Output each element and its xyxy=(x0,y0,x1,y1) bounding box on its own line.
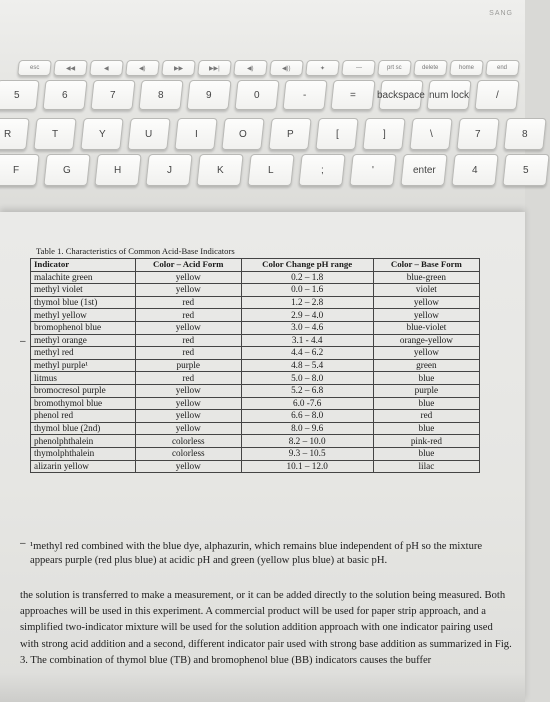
key-label: / xyxy=(495,89,499,101)
key-label: = xyxy=(350,89,356,101)
key-label: ' xyxy=(372,164,374,176)
table-row xyxy=(31,347,480,360)
cell-base: blue xyxy=(373,447,479,460)
table-row xyxy=(31,410,480,423)
key-label: enter xyxy=(412,164,436,176)
header-indicator: Indicator xyxy=(31,259,136,272)
table-row xyxy=(31,435,480,448)
cell-base: yellow xyxy=(373,296,479,309)
table-row xyxy=(31,321,480,334)
cell-range: 3.1 - 4.4 xyxy=(241,334,373,347)
cell-range: 4.4 – 6.2 xyxy=(241,347,373,360)
table-row xyxy=(31,384,480,397)
cell-base: violet xyxy=(373,284,479,297)
key-label: F xyxy=(12,164,20,176)
keyboard-key[interactable] xyxy=(315,118,358,150)
key-label: [ xyxy=(335,128,339,140)
key-label: ] xyxy=(382,128,386,140)
cell-range: 9.3 – 10.5 xyxy=(241,447,373,460)
key-label: delete xyxy=(422,65,439,71)
key-label: ▶▶ xyxy=(173,65,184,72)
key-label: ◀ xyxy=(104,65,109,72)
table-row xyxy=(31,334,480,347)
keyboard-brand: SANG xyxy=(489,10,513,17)
key-label: ◀) xyxy=(139,65,146,72)
cell-base: pink-red xyxy=(373,435,479,448)
keyboard-key[interactable] xyxy=(413,60,448,76)
cell-range: 2.9 – 4.0 xyxy=(241,309,373,322)
cell-indicator: bromophenol blue xyxy=(31,321,136,334)
cell-indicator: thymol blue (1st) xyxy=(31,296,136,309)
cell-range: 6.6 – 8.0 xyxy=(241,410,373,423)
table-row xyxy=(31,309,480,322)
cell-acid: yellow xyxy=(136,410,242,423)
keyboard-key[interactable] xyxy=(269,60,304,76)
keyboard-key[interactable] xyxy=(90,80,135,110)
keyboard-key[interactable] xyxy=(502,154,549,186)
key-label: — xyxy=(355,65,362,71)
keyboard-key[interactable] xyxy=(282,80,327,110)
table-header-row xyxy=(31,259,480,272)
keyboard-key[interactable] xyxy=(94,154,141,186)
header-base-form: Color – Base Form xyxy=(373,259,479,272)
key-label: R xyxy=(4,128,12,140)
cell-base: blue-green xyxy=(373,271,479,284)
keyboard-key[interactable] xyxy=(298,154,345,186)
keyboard-key[interactable] xyxy=(17,60,52,76)
keyboard-key[interactable] xyxy=(349,154,396,186)
key-label: 7 xyxy=(475,128,481,140)
laptop-keyboard xyxy=(0,0,529,215)
cell-acid: purple xyxy=(136,359,242,372)
keyboard-key[interactable] xyxy=(80,118,123,150)
keyboard-key[interactable] xyxy=(196,154,243,186)
cell-range: 5.2 – 6.8 xyxy=(241,384,373,397)
cell-indicator: malachite green xyxy=(31,271,136,284)
keyboard-key[interactable] xyxy=(125,60,160,76)
cell-indicator: thymol blue (2nd) xyxy=(31,422,136,435)
keyboard-key[interactable] xyxy=(127,118,170,150)
cell-range: 0.2 – 1.8 xyxy=(241,271,373,284)
table-row xyxy=(31,447,480,460)
keyboard-key[interactable] xyxy=(451,154,498,186)
cell-range: 0.0 – 1.6 xyxy=(241,284,373,297)
keyboard-key[interactable] xyxy=(449,60,484,76)
keyboard-key[interactable] xyxy=(0,118,30,150)
cell-base: blue-violet xyxy=(373,321,479,334)
key-label: \ xyxy=(429,128,433,140)
keyboard-key[interactable] xyxy=(174,118,217,150)
cell-acid: yellow xyxy=(136,397,242,410)
keyboard-key[interactable] xyxy=(138,80,183,110)
cell-acid: red xyxy=(136,309,242,322)
key-label: home xyxy=(458,65,474,71)
key-label: - xyxy=(303,89,307,101)
table-row xyxy=(31,284,480,297)
cell-range: 10.1 – 12.0 xyxy=(241,460,373,473)
margin-dash-mark: – xyxy=(20,336,26,347)
cell-base: blue xyxy=(373,397,479,410)
key-label: O xyxy=(239,128,247,140)
table-row xyxy=(31,296,480,309)
key-label: G xyxy=(63,164,71,176)
body-paragraph: the solution is transferred to make a measurement, or it can be added directly to the solution being measured. Both approaches will be used in this experiment. A commercial product will be used for paper strip approach, and a simplified two-indicator mixture will be used for the solution addition approach with one indicator pairing used with strong acid addition and a second, different indicator pair used with strong base addition as summarized in Fig. 3. The combination of thymol blue (TB) and bromophenol blue (BB) indicators causes the buffer xyxy=(20,590,512,666)
key-label: 8 xyxy=(158,89,164,101)
key-label: ◀)) xyxy=(282,65,291,72)
key-label: ◀) xyxy=(247,65,254,72)
key-label: 9 xyxy=(206,89,212,101)
key-label: backspace xyxy=(377,89,425,101)
key-label: num lock xyxy=(429,89,470,101)
cell-acid: colorless xyxy=(136,435,242,448)
keyboard-key[interactable] xyxy=(145,154,192,186)
cell-range: 6.0 -7.6 xyxy=(241,397,373,410)
cell-indicator: bromothymol blue xyxy=(31,397,136,410)
key-label: prt sc xyxy=(387,65,402,71)
cell-acid: red xyxy=(136,347,242,360)
cell-base: orange-yellow xyxy=(373,334,479,347)
key-label: Y xyxy=(98,128,106,140)
cell-acid: yellow xyxy=(136,422,242,435)
cell-base: purple xyxy=(373,384,479,397)
cell-acid: red xyxy=(136,334,242,347)
cell-indicator: phenolphthalein xyxy=(31,435,136,448)
cell-acid: red xyxy=(136,296,242,309)
table-row xyxy=(31,422,480,435)
keyboard-key[interactable] xyxy=(474,80,519,110)
keyboard-key[interactable] xyxy=(341,60,376,76)
table-caption: Table 1. Characteristics of Common Acid-Base Indicators xyxy=(36,246,235,256)
cell-range: 4.8 – 5.4 xyxy=(241,359,373,372)
key-label: 7 xyxy=(110,89,116,101)
keyboard-key[interactable] xyxy=(33,118,76,150)
header-acid-form: Color – Acid Form xyxy=(136,259,242,272)
cell-indicator: methyl red xyxy=(31,347,136,360)
keyboard-key[interactable] xyxy=(426,80,471,110)
keyboard-key[interactable] xyxy=(42,80,87,110)
table-row xyxy=(31,460,480,473)
cell-indicator: methyl yellow xyxy=(31,309,136,322)
cell-acid: colorless xyxy=(136,447,242,460)
keyboard-key[interactable] xyxy=(409,118,452,150)
cell-acid: yellow xyxy=(136,384,242,397)
cell-indicator: methyl purple¹ xyxy=(31,359,136,372)
keyboard-key[interactable] xyxy=(400,154,447,186)
printed-page xyxy=(0,212,525,702)
keyboard-key[interactable] xyxy=(503,118,546,150)
cell-range: 5.0 – 8.0 xyxy=(241,372,373,385)
key-label: ▶▶| xyxy=(209,65,220,72)
cell-acid: yellow xyxy=(136,460,242,473)
key-label: ; xyxy=(320,164,324,176)
margin-dash-mark: – xyxy=(20,538,26,549)
keyboard-key[interactable] xyxy=(456,118,499,150)
cell-base: lilac xyxy=(373,460,479,473)
key-label: ◀◀ xyxy=(65,65,76,72)
keyboard-key[interactable] xyxy=(268,118,311,150)
cell-acid: yellow xyxy=(136,271,242,284)
cell-acid: yellow xyxy=(136,321,242,334)
cell-range: 1.2 – 2.8 xyxy=(241,296,373,309)
cell-indicator: litmus xyxy=(31,372,136,385)
page-shadow xyxy=(0,672,525,702)
keyboard-key[interactable] xyxy=(221,118,264,150)
key-label: J xyxy=(166,164,172,176)
keyboard-key[interactable] xyxy=(89,60,124,76)
cell-range: 8.0 – 9.6 xyxy=(241,422,373,435)
key-label: 4 xyxy=(472,164,478,176)
key-label: 0 xyxy=(254,89,260,101)
table-row xyxy=(31,359,480,372)
keyboard-key[interactable] xyxy=(0,80,40,110)
keyboard-key[interactable] xyxy=(247,154,294,186)
table-row xyxy=(31,397,480,410)
cell-base: yellow xyxy=(373,309,479,322)
keyboard-key[interactable] xyxy=(186,80,231,110)
cell-indicator: methyl violet xyxy=(31,284,136,297)
keyboard-key[interactable] xyxy=(53,60,88,76)
keyboard-key[interactable] xyxy=(43,154,90,186)
key-label: end xyxy=(497,65,508,71)
table-row xyxy=(31,271,480,284)
keyboard-key[interactable] xyxy=(161,60,196,76)
keyboard-key[interactable] xyxy=(362,118,405,150)
table-body xyxy=(31,271,480,473)
keyboard-key[interactable] xyxy=(0,154,40,186)
cell-base: red xyxy=(373,410,479,423)
keyboard-key[interactable] xyxy=(197,60,232,76)
key-label: P xyxy=(286,128,294,140)
key-label: 6 xyxy=(62,89,68,101)
key-label: ✦ xyxy=(319,65,326,72)
table-row xyxy=(31,372,480,385)
cell-indicator: methyl orange xyxy=(31,334,136,347)
table-footnote: ¹methyl red combined with the blue dye, alphazurin, which remains blue independent of pH so the mixture appears purple (red plus blue) at acidic pH and green (yellow plus blue) at basic pH. xyxy=(30,541,483,566)
cell-acid: yellow xyxy=(136,284,242,297)
cell-base: blue xyxy=(373,372,479,385)
key-label: U xyxy=(145,128,153,140)
cell-indicator: phenol red xyxy=(31,410,136,423)
cell-indicator: alizarin yellow xyxy=(31,460,136,473)
keyboard-key[interactable] xyxy=(378,80,423,110)
key-label: L xyxy=(268,164,274,176)
indicator-table xyxy=(30,258,480,473)
cell-range: 3.0 – 4.6 xyxy=(241,321,373,334)
cell-base: green xyxy=(373,359,479,372)
keyboard-key[interactable] xyxy=(233,60,268,76)
cell-indicator: bromocresol purple xyxy=(31,384,136,397)
key-label: K xyxy=(216,164,224,176)
key-label: 8 xyxy=(522,128,528,140)
header-ph-range: Color Change pH range xyxy=(241,259,373,272)
cell-range: 8.2 – 10.0 xyxy=(241,435,373,448)
cell-base: yellow xyxy=(373,347,479,360)
key-label: H xyxy=(114,164,122,176)
key-label: I xyxy=(194,128,198,140)
keyboard-key[interactable] xyxy=(234,80,279,110)
key-label: T xyxy=(51,128,59,140)
cell-indicator: thymolphthalein xyxy=(31,447,136,460)
keyboard-key[interactable] xyxy=(377,60,412,76)
key-label: esc xyxy=(29,65,40,71)
cell-acid: red xyxy=(136,372,242,385)
key-label: 5 xyxy=(14,89,20,101)
cell-base: blue xyxy=(373,422,479,435)
key-label: 5 xyxy=(523,164,529,176)
keyboard-key[interactable] xyxy=(330,80,375,110)
keyboard-key[interactable] xyxy=(485,60,520,76)
keyboard-key[interactable] xyxy=(305,60,340,76)
